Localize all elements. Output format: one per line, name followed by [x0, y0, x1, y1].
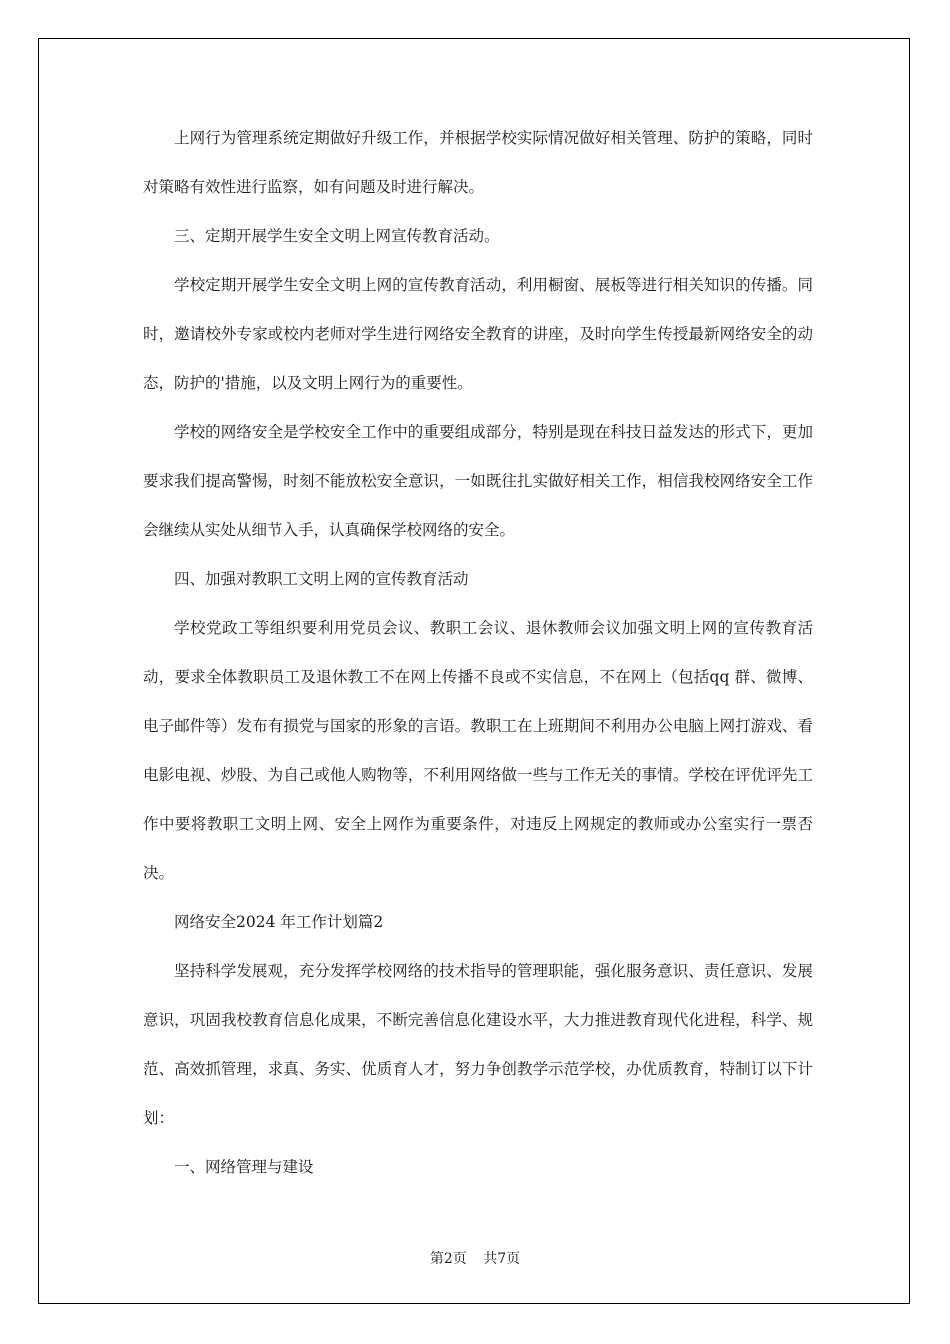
- heading-plan-2: 网络安全2024 年工作计划篇2: [174, 913, 384, 931]
- heading-network-management: 一、网络管理与建设: [174, 1158, 314, 1176]
- paragraph-student-education: 学校定期开展学生安全文明上网的宣传教育活动，利用橱窗、展板等进行相关知识的传播。同时，邀请校外专家或校内老师对学生进行网络安全教育的讲座，及时向学生传授最新网络安全的动态，防护的'措施，以及文明上网行为的重要性。: [143, 276, 813, 392]
- heading-section-3: 三、定期开展学生安全文明上网宣传教育活动。: [174, 227, 500, 245]
- paragraph-policy-upgrade: 上网行为管理系统定期做好升级工作，并根据学校实际情况做好相关管理、防护的策略，同时对策略有效性进行监察，如有问题及时进行解决。: [143, 129, 813, 196]
- page-footer: [0, 1248, 950, 1268]
- paragraph-plan-intro: 坚持科学发展观，充分发挥学校网络的技术指导的管理职能，强化服务意识、责任意识、发展意识，巩固我校教育信息化成果，不断完善信息化建设水平，大力推进教育现代化进程，科学、规范、高效抓管理，求真、务实、优质育人才，努力争创教学示范学校，办优质教育，特制订以下计划：: [143, 962, 813, 1127]
- page-total: 共7页: [483, 1251, 521, 1267]
- paragraph-school-security: 学校的网络安全是学校安全工作中的重要组成部分，特别是现在科技日益发达的形式下，更加要求我们提高警惕，时刻不能放松安全意识，一如既往扎实做好相关工作，相信我校网络安全工作会继续从实处从细节入手，认真确保学校网络的安全。: [143, 423, 813, 539]
- page-number: 第2页: [429, 1251, 467, 1267]
- paragraph-staff-education: 学校党政工等组织要利用党员会议、教职工会议、退休教师会议加强文明上网的宣传教育活动，要求全体教职员工及退休教工不在网上传播不良或不实信息，不在网上（包括qq 群、微博、电子邮件等）发布有损党与国家的形象的言语。教职工在上班期间不利用办公电脑上网打游戏、看电影电视、炒股、为自己或他人购物等，不利用网络做一些与工作无关的事情。学校在评优评先工作中要将教职工文明上网、安全上网作为重要条件，对违反上网规定的教师或办公室实行一票否决。: [143, 619, 813, 882]
- heading-section-4: 四、加强对教职工文明上网的宣传教育活动: [174, 570, 469, 588]
